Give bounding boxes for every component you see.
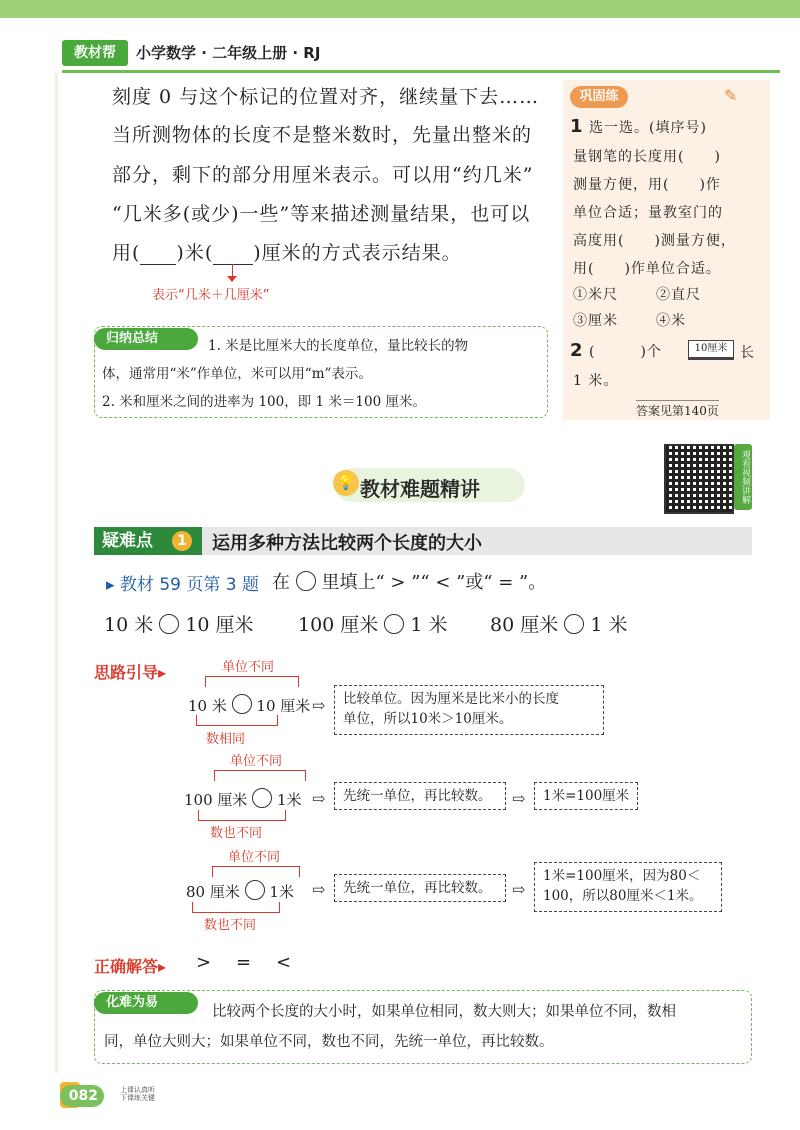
row1-top-bracket — [205, 676, 299, 687]
section-title: 教材难题精讲 — [360, 477, 480, 501]
annotation-text: 表示“几米＋几厘米” — [152, 288, 270, 303]
difficulty-title: 运用多种方法比较两个长度的大小 — [212, 533, 482, 554]
practice-q1-number: 1 — [570, 116, 584, 137]
compare-3-circle[interactable] — [564, 614, 584, 634]
pencil-icon: ✎ — [724, 86, 738, 105]
compare-2-circle[interactable] — [384, 614, 404, 634]
answer-note: 答案见第140页 — [636, 400, 719, 419]
question-text-b: 里填上“ > ”“ < ”或“ = ”。 — [321, 572, 547, 593]
lightbulb-icon: 💡 — [333, 470, 359, 496]
ruler-10cm: 10厘米 — [688, 340, 734, 360]
compare-1-circle[interactable] — [159, 614, 179, 634]
question-instruction — [272, 568, 546, 594]
header-divider — [62, 70, 780, 73]
body-line-4: “几米多(或少)一些”等来描述测量结果，也可以 — [112, 203, 531, 225]
annotation-arrow-head — [227, 276, 237, 282]
body-line-1: 刻度 0 与这个标记的位置对齐，继续量下去…… — [112, 86, 540, 108]
row3-left: 80 厘米 — [186, 883, 240, 901]
body-line-5-part-c: )厘米的方式表示结果。 — [253, 242, 462, 264]
row2-bottom-bracket — [198, 810, 286, 821]
header-title: 小学数学 · 二年级上册 · RJ — [136, 44, 321, 62]
row3-top-bracket — [212, 866, 300, 877]
row3-bottom-bracket — [192, 902, 280, 913]
row1-box-line-1: 比较单位。因为厘米是比米小的长度 — [343, 691, 559, 707]
page-number: 082 — [60, 1085, 104, 1107]
row3-result-box — [534, 862, 722, 912]
row3-box-line-1: 1米=100厘米，因为80＜ — [543, 868, 701, 884]
row2-circle — [252, 788, 272, 808]
arrow-right-icon: ⇨ — [512, 880, 526, 899]
summary-item-1b: 体，通常用“米”作单位，米可以用“m”表示。 — [102, 366, 372, 382]
compare-2-left: 100 厘米 — [298, 614, 379, 636]
practice-q1-line-5: 用( )作单位合适。 — [573, 261, 721, 277]
row2-top-bracket — [214, 770, 306, 781]
body-line-5-part-b: )米( — [176, 242, 214, 264]
compare-3-right: 1 米 — [590, 614, 628, 636]
answer-3: < — [276, 952, 292, 973]
row1-bottom-bracket — [196, 715, 278, 726]
summary-item-2: 2. 米和厘米之间的进率为 100，即 1 米＝100 厘米。 — [102, 394, 426, 410]
row3-circle — [245, 880, 265, 900]
tip-line-1: 比较两个长度的大小时，如果单位相同，数大则大；如果单位不同，数相 — [212, 1004, 676, 1020]
row1-expression — [188, 694, 310, 716]
summary-item-1a: 1. 米是比厘米大的长度单位，量比较长的物 — [208, 338, 469, 354]
row1-right: 10 厘米 — [256, 697, 311, 715]
practice-q2-text-c: 1 米。 — [573, 373, 619, 389]
row2-top-note: 单位不同 — [230, 754, 283, 769]
arrow-right-icon: ⇨ — [512, 789, 526, 808]
summary-tag: 归纳总结 — [94, 328, 198, 350]
row2-right: 1米 — [276, 791, 302, 809]
practice-q1-line-1: 量钢笔的长度用( ) — [573, 149, 721, 165]
left-margin-stripe — [55, 73, 58, 1073]
footer-note-1: 上课认真听 — [120, 1086, 155, 1094]
blank-centimeters — [213, 242, 253, 265]
compare-item-1 — [104, 610, 254, 637]
row2-expression — [184, 788, 302, 810]
qr-code[interactable] — [664, 444, 734, 514]
difficulty-tag: 疑难点 — [94, 527, 202, 555]
thinking-label: 思路引导▸ — [94, 663, 167, 682]
row3-box-line-2: 100，所以80厘米＜1米。 — [543, 888, 703, 904]
top-color-bar — [0, 0, 800, 18]
compare-2-right: 1 米 — [410, 614, 448, 636]
body-line-5 — [112, 238, 462, 265]
option-2: ②直尺 — [656, 287, 701, 303]
row1-box-line-2: 单位，所以10米＞10厘米。 — [343, 711, 513, 727]
row3-bottom-note: 数也不同 — [204, 918, 257, 933]
blank-meters — [140, 242, 176, 265]
compare-item-3 — [490, 610, 627, 637]
practice-q2-number: 2 — [570, 340, 584, 361]
practice-q2-text-a: ( )个 — [588, 344, 662, 360]
tip-line-2: 同，单位大则大；如果单位不同，数也不同，先统一单位，再比较数。 — [104, 1034, 554, 1050]
row2-left: 100 厘米 — [184, 791, 248, 809]
circle-blank-icon — [296, 571, 316, 591]
answer-2: = — [236, 952, 252, 973]
compare-1-left: 10 米 — [104, 614, 154, 636]
row3-top-note: 单位不同 — [228, 850, 281, 865]
practice-q2-text-b: 长 — [740, 345, 755, 361]
option-3: ③厘米 — [573, 313, 618, 329]
row1-left: 10 米 — [188, 697, 227, 715]
arrow-right-icon: ⇨ — [312, 696, 326, 715]
row1-top-note: 单位不同 — [222, 660, 275, 675]
body-line-5-part-a: 用( — [112, 242, 141, 264]
qr-side-label: 观看视频讲解 — [734, 444, 752, 510]
practice-q1-line-3: 单位合适；量教室门的 — [573, 205, 723, 221]
compare-3-left: 80 厘米 — [490, 614, 559, 636]
option-4: ④米 — [656, 313, 686, 329]
body-line-2: 当所测物体的长度不是整米数时，先量出整米的 — [112, 124, 533, 146]
practice-q1-title: 选一选。(填序号) — [588, 120, 707, 136]
answer-1: > — [196, 952, 212, 973]
arrow-right-icon: ⇨ — [312, 880, 326, 899]
body-line-3: 部分，剩下的部分用厘米表示。可以用“约几米” — [112, 164, 534, 186]
footer-note — [120, 1086, 155, 1102]
practice-tag: 巩固练 — [570, 86, 628, 108]
compare-1-right: 10 厘米 — [185, 614, 254, 636]
row1-explanation-box — [334, 685, 604, 735]
row2-result-box: 1米=100厘米 — [534, 782, 638, 810]
practice-q1-line-2: 测量方便，用( )作 — [573, 177, 721, 193]
practice-q1-line-4: 高度用( )测量方便， — [573, 233, 736, 249]
practice-q2 — [570, 340, 662, 361]
difficulty-number: 1 — [172, 531, 192, 551]
row1-bottom-note: 数相同 — [206, 732, 246, 747]
answer-label: 正确解答▸ — [94, 957, 167, 976]
row3-expression — [186, 880, 294, 902]
option-1: ①米尺 — [573, 287, 618, 303]
row1-circle — [232, 694, 252, 714]
compare-item-2 — [298, 610, 448, 637]
question-text-a: 在 — [272, 572, 290, 593]
tip-tag: 化难为易 — [94, 992, 198, 1014]
footer-note-2: 下课练关键 — [120, 1094, 155, 1102]
row3-right: 1米 — [269, 883, 294, 901]
row2-method-box: 先统一单位，再比较数。 — [334, 782, 506, 810]
row2-bottom-note: 数也不同 — [210, 826, 263, 841]
question-reference: ▸ 教材 59 页第 3 题 — [106, 575, 259, 595]
row3-method-box: 先统一单位，再比较数。 — [334, 874, 506, 902]
practice-q1 — [570, 116, 707, 137]
arrow-right-icon: ⇨ — [312, 789, 326, 808]
header-tag: 教材帮 — [62, 40, 128, 66]
